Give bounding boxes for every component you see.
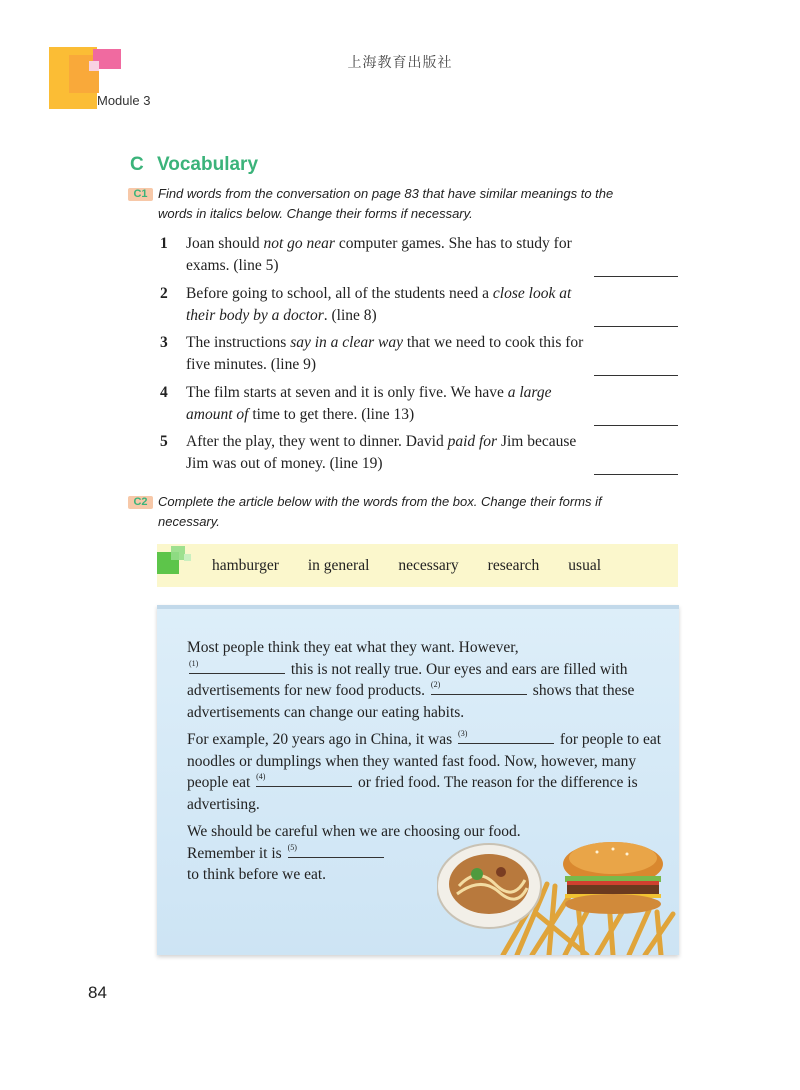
c1-instruction-line: words in italics below. Change their forms if necessary. <box>158 206 473 221</box>
article-paragraph-2: For example, 20 years ago in China, it was (3) for people to eat noodles or dumplings when they wanted fast food. Now, however, many people eat (4) or fried food. The reason for the difference is advertising. <box>187 729 662 813</box>
word-option: in general <box>307 556 370 574</box>
gap-blank-4[interactable]: (4) <box>256 773 352 787</box>
section-title <box>130 154 258 176</box>
gap-blank-1[interactable]: (1) <box>189 660 285 674</box>
item-text: After the play, they went to dinner. David paid for Jim because Jim was out of money. (line 19) <box>186 433 577 472</box>
box-decoration <box>171 546 185 560</box>
item-number: 4 <box>160 384 168 401</box>
word-list <box>212 544 630 587</box>
c2-instruction-line: necessary. <box>158 514 220 529</box>
item-number: 5 <box>160 433 168 450</box>
c1-tag: C1 <box>128 188 153 201</box>
word-option: usual <box>568 556 601 574</box>
answer-blank[interactable] <box>594 405 678 426</box>
word-option: necessary <box>398 556 459 574</box>
c2-instruction <box>158 492 668 532</box>
item-text: Joan should not go near computer games. She has to study for exams. (line 5) <box>186 235 572 274</box>
c2-tag: C2 <box>128 496 153 509</box>
c1-instruction <box>158 184 668 224</box>
page-number: 84 <box>88 983 107 1002</box>
italic-phrase: say in a clear way <box>290 334 403 351</box>
c1-instruction-line: Find words from the conversation on page 83 that have similar meanings to the <box>158 186 614 201</box>
item-number: 3 <box>160 334 168 351</box>
article-panel <box>157 605 679 955</box>
article-paragraph-1: Most people think they eat what they want. However, (1) this is not really true. Our eyes and ears are filled with advertisements for new food products. (2) shows that these advertisements can change our eating habits. <box>187 639 635 721</box>
italic-phrase: close look at their body by a doctor <box>186 285 572 324</box>
module-label: Module 3 <box>97 93 151 108</box>
item-text: The film starts at seven and it is only five. We have a large amount of time to get there. (line 13) <box>186 384 552 423</box>
item-text: Before going to school, all of the students need a close look at their body by a doctor. (line 8) <box>186 285 572 324</box>
word-option: research <box>487 556 540 574</box>
article-paragraph-3: We should be careful when we are choosing our food. Remember it is (5) to think before we eat. <box>187 823 521 883</box>
answer-blank[interactable] <box>594 256 678 277</box>
word-box <box>157 544 678 587</box>
answer-blank[interactable] <box>594 306 678 327</box>
fast-food-illustration <box>437 814 679 955</box>
section-letter: C <box>130 154 144 175</box>
italic-phrase: paid for <box>447 433 498 450</box>
item-number: 1 <box>160 235 168 252</box>
item-text: The instructions say in a clear way that we need to cook this for five minutes. (line 9) <box>186 334 584 373</box>
box-decoration <box>184 554 191 561</box>
publisher-header: 上海教育出版社 <box>347 55 453 71</box>
gap-blank-2[interactable]: (2) <box>431 681 527 695</box>
italic-phrase: a large amount of <box>186 384 552 423</box>
answer-blank[interactable] <box>594 454 678 475</box>
italic-phrase: not go near <box>263 235 335 252</box>
section-name: Vocabulary <box>157 154 259 175</box>
gap-blank-3[interactable]: (3) <box>458 730 554 744</box>
c2-instruction-line: Complete the article below with the words from the box. Change their forms if <box>158 494 602 509</box>
answer-blank[interactable] <box>594 355 678 376</box>
word-option: hamburger <box>212 556 279 574</box>
item-number: 2 <box>160 285 168 302</box>
gap-blank-5[interactable]: (5) <box>288 844 384 858</box>
